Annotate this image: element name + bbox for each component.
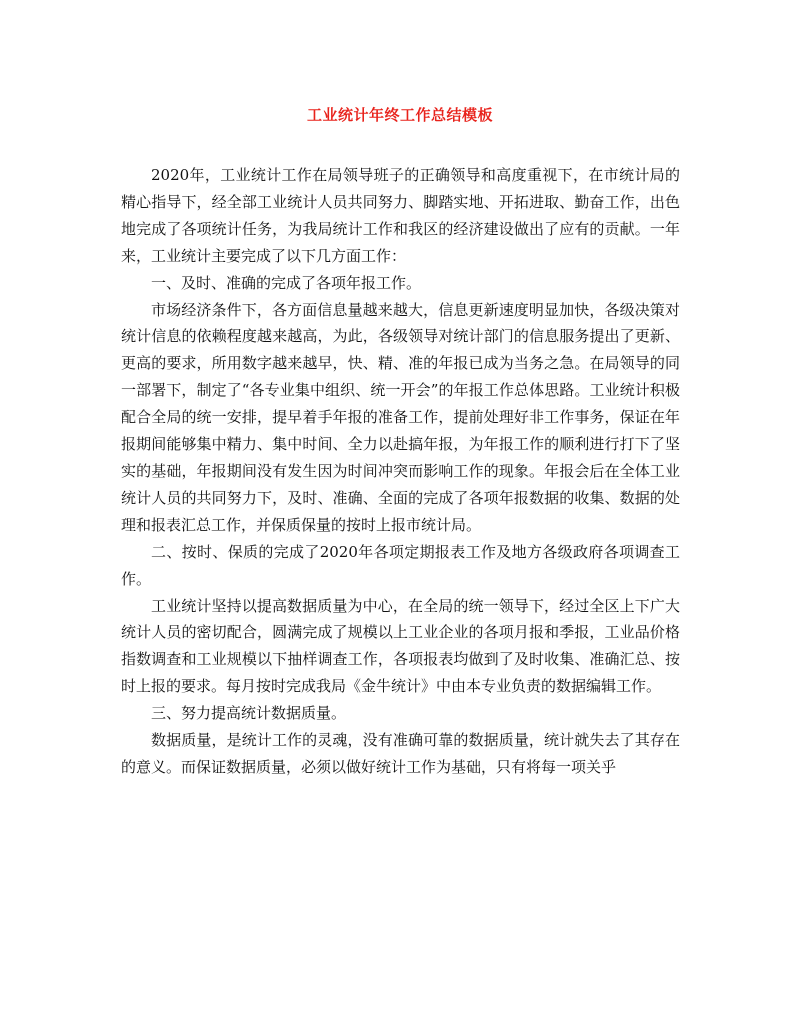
section-heading-2: 二、按时、保质的完成了2020年各项定期报表工作及地方各级政府各项调查工作。 <box>121 542 680 588</box>
paragraph-section-3: 数据质量，是统计工作的灵魂，没有准确可靠的数据质量，统计就失去了其存在的意义。而保证数据质量，必须以做好统计工作为基础，只有将每一项关乎 <box>121 731 680 776</box>
paragraph-section-1: 市场经济条件下，各方面信息量越来越大，信息更新速度明显加快，各级决策对统计信息的依赖程度越来越高，为此，各级领导对统计部门的信息服务提出了更新、更高的要求，所用数字越来越早，快、精、准的年报已成为当务之急。在局领导的同一部署下，制定了“各专业集中组织、统一开会”的年报工作总体思路。工业统计积极配合全局的统一安排，提早着手年报的准备工作，提前处理好非工作事务，保证在年报期间能够集中精力、集中时间、全力以赴搞年报，为年报工作的顺利进行打下了坚实的基础，年报期间没有发生因为时间冲突而影响工作的现象。年报会后在全体工业统计人员的共同努力下，及时、准确、全面的完成了各项年报数据的收集、数据的处理和报表汇总工作，并保质保量的按时上报市统计局。 <box>121 300 680 534</box>
section-heading-3: 三、努力提高统计数据质量。 <box>151 704 347 723</box>
paragraph-section-2: 工业统计坚持以提高数据质量为中心，在全局的统一领导下，经过全区上下广大统计人员的密切配合，圆满完成了规模以上工业企业的各项月报和季报，工业品价格指数调查和工业规模以下抽样调查工作，各项报表均做到了及时收集、准确汇总、按时上报的要求。每月按时完成我局《金牛统计》中由本专业负责的数据编辑工作。 <box>121 596 680 696</box>
paragraph-intro: 2020年，工业统计工作在局领导班子的正确领导和高度重视下，在市统计局的精心指导下，经全部工业统计人员共同努力、脚踏实地、开拓进取、勤奋工作，出色地完成了各项统计任务，为我局统计工作和我区的经济建设做出了应有的贡献。一年来，工业统计主要完成了以下几方面工作： <box>121 166 680 265</box>
document-body <box>121 162 680 781</box>
section-heading-1: 一、及时、准确的完成了各项年报工作。 <box>151 273 422 292</box>
document-title: 工业统计年终工作总结模板 <box>306 106 493 124</box>
